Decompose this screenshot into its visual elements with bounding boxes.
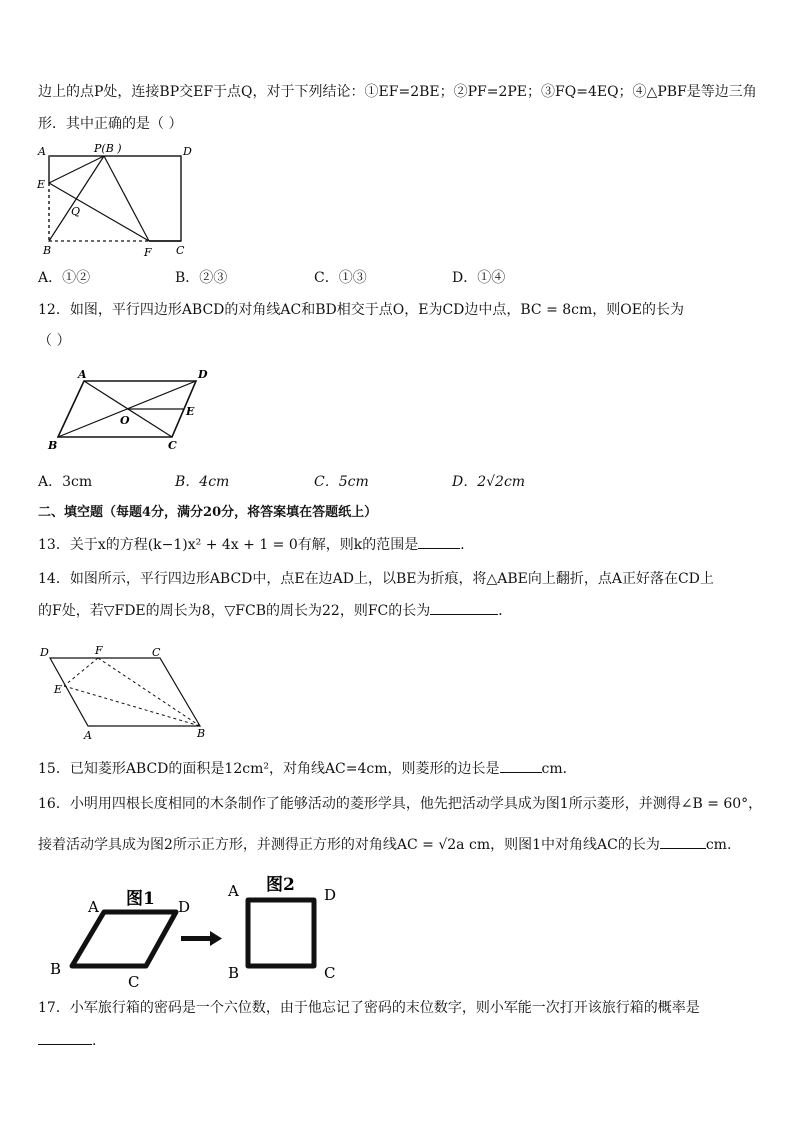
q12-label-O: O [120, 414, 130, 427]
q12-choice-b: B．4cm [175, 474, 230, 490]
q16-fig2-label-B: B [228, 964, 240, 982]
q14-figure [34, 642, 224, 742]
q14-line2 [38, 600, 512, 621]
q12-figure [44, 365, 214, 455]
q14-label-D: D [40, 646, 49, 659]
q12-label-E: E [186, 405, 195, 418]
q11-label-B: B [43, 244, 52, 257]
q11-label-C: C [176, 244, 185, 257]
q14-label-A: A [84, 729, 92, 742]
q16-answer-blank[interactable] [660, 834, 706, 849]
q12-text: 12．如图，平行四边形ABCD的对角线AC和BD相交于点O，E为CD边中点，BC = 8cm，则OE的长为 [38, 302, 684, 318]
q16-line2 [38, 834, 731, 855]
q11-choice-d: D．①④ [452, 270, 506, 286]
q16-tail: cm. [705, 837, 732, 853]
q11-choice-c: C．①③ [314, 270, 367, 286]
q14-answer-blank[interactable] [430, 600, 498, 615]
q11-choice-b: B．②③ [175, 270, 228, 286]
q14-label-B: B [197, 727, 206, 740]
q12-choice-c: C．5cm [314, 474, 369, 490]
q12-label-D: D [198, 368, 208, 381]
q14-label-E: E [54, 683, 63, 696]
q11-label-P: P(B ) [94, 142, 122, 155]
q13-text: 13．关于x的方程(k−1)x² + 4x + 1 = 0有解，则k的范围是 [38, 537, 419, 553]
q16-fig1-label-A: A [88, 898, 99, 916]
q16-fig1-label-B: B [50, 960, 62, 978]
q16-fig1-label-D: D [178, 898, 191, 916]
q14-label-C: C [152, 646, 161, 659]
q14-text-line2: 的F处，若▽FDE的周长为8，▽FCB的周长为22，则FC的长为 [38, 603, 431, 619]
q12-label-A: A [78, 368, 87, 381]
q14-label-F: F [95, 644, 103, 657]
arrow-right-icon [181, 931, 222, 946]
q16-fig2-title: 图2 [266, 875, 295, 895]
q12-paren: （ ） [38, 333, 71, 349]
q11-label-F: F [144, 246, 152, 259]
q17-line2 [38, 1030, 96, 1051]
q11-label-Q: Q [71, 205, 81, 218]
q14-text-line1: 14．如图所示，平行四边形ABCD中，点E在边AD上，以BE为折痕，将△ABE向上翻折，点A正好落在CD上 [38, 571, 714, 587]
q13-line [38, 534, 474, 555]
q17-tail: . [92, 1033, 97, 1049]
q13-tail: ． [460, 537, 475, 553]
q13-answer-blank[interactable] [418, 534, 460, 549]
q15-answer-blank[interactable] [500, 758, 542, 773]
section2-title: 二、填空题（每题4分，满分20分，将答案填在答题纸上） [38, 505, 378, 520]
q11-figure [34, 140, 194, 260]
q12-label-C: C [168, 439, 177, 452]
q16-text-line1: 16．小明用四根长度相同的木条制作了能够活动的菱形学具，他先把活动学具成为图1所示菱形，并测得∠B = 60°， [38, 796, 763, 812]
q16-text-line2: 接着活动学具成为图2所示正方形，并测得正方形的对角线AC = √2a cm，则图1中对角线AC的长为 [38, 837, 660, 853]
q16-fig2-label-C: C [324, 964, 336, 982]
q11-text-line2: 形．其中正确的是（ ） [38, 116, 183, 132]
q17-text-line1: 17．小军旅行箱的密码是一个六位数，由于他忘记了密码的末位数字，则小军能一次打开该旅行箱的概率是 [38, 1000, 700, 1016]
q16-fig1-label-C: C [128, 973, 140, 987]
q11-choice-a: A．①② [38, 270, 91, 286]
q12-choice-d: D．2√2cm [452, 474, 526, 490]
q15-line [38, 758, 577, 779]
q17-answer-blank[interactable] [38, 1030, 92, 1045]
q11-label-D: D [183, 145, 192, 158]
q12-choice-a: A．3cm [38, 474, 93, 490]
q11-label-A: A [38, 145, 46, 158]
q11-text-line1: 边上的点P处，连接BP交EF于点Q，对于下列结论：①EF=2BE；②PF=2PE；③FQ=4EQ；④△PBF是等边三角 [38, 84, 757, 100]
q16-figure [44, 872, 354, 987]
q14-tail: ． [498, 603, 513, 619]
q15-tail: cm． [541, 761, 577, 777]
q16-fig1-title: 图1 [126, 889, 155, 909]
q15-text: 15．已知菱形ABCD的面积是12cm²，对角线AC=4cm，则菱形的边长是 [38, 761, 500, 777]
q16-fig2-label-A: A [228, 882, 239, 900]
q16-fig2-label-D: D [324, 886, 337, 904]
q11-label-E: E [37, 178, 46, 191]
q12-label-B: B [48, 439, 58, 452]
